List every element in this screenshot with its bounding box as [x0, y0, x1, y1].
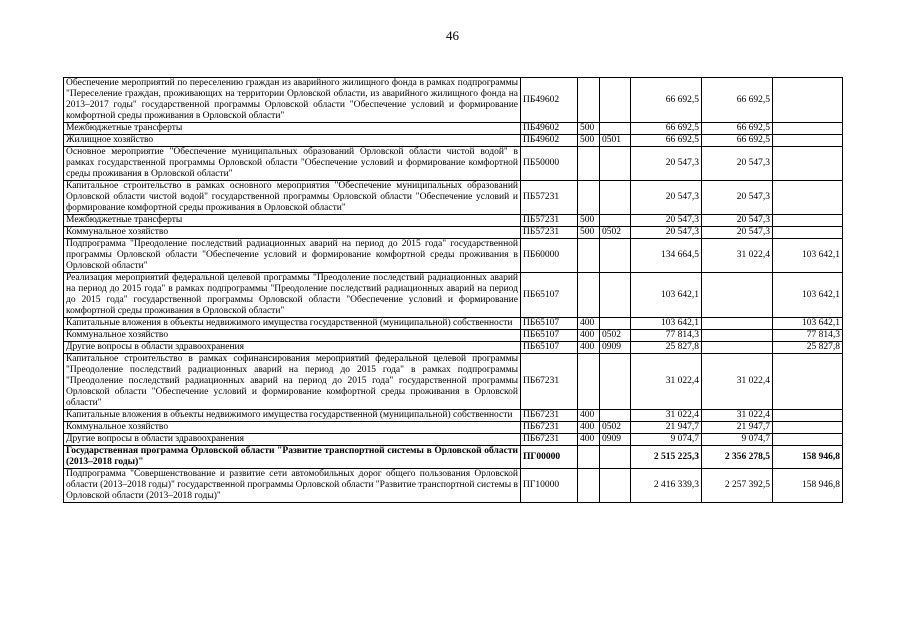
expense-type: 500	[578, 135, 600, 147]
section-code	[600, 410, 631, 422]
federal-amount: 103 642,1	[773, 318, 843, 330]
table-row	[64, 342, 843, 354]
federal-amount	[773, 78, 843, 123]
total-amount: 31 022,4	[631, 410, 702, 422]
target-code: ПБ49602	[521, 135, 578, 147]
table-row	[64, 78, 843, 123]
row-name: Подпрограмма "Преодоление последствий радиационных аварий на период до 2015 года" государственной программы Орловской области "Обеспечение условий и формирование комфортной среды проживания в Орловской области"	[64, 239, 521, 273]
expense-type	[578, 446, 600, 469]
target-code: ПБ57231	[521, 181, 578, 215]
regional-amount	[702, 342, 773, 354]
total-amount: 20 547,3	[631, 147, 702, 181]
target-code: ПБ65107	[521, 330, 578, 342]
target-code: ПБ65107	[521, 342, 578, 354]
regional-amount: 31 022,4	[702, 354, 773, 410]
table-row	[64, 181, 843, 215]
section-code	[600, 469, 631, 503]
section-code	[600, 123, 631, 135]
total-amount: 20 547,3	[631, 215, 702, 227]
table-row	[64, 318, 843, 330]
row-name: Капитальное строительство в рамках софинансирования мероприятий федеральной целевой программы "Преодоление последствий радиационных аварий на период до 2015 года" в рамках подпрограммы "Преодоление последствий радиационных аварий на период до 2015 года" государственной программы Орловской области "Обеспечение условий и формирование комфортной среды проживания в Орловской области"	[64, 354, 521, 410]
total-amount: 21 947,7	[631, 422, 702, 434]
expense-type	[578, 147, 600, 181]
regional-amount	[702, 273, 773, 318]
row-name: Реализация мероприятий федеральной целевой программы "Преодоление последствий радиационных аварий на период до 2015 года" в рамках подпрограммы "Преодоление последствий радиационных аварий на период до 2015 года" государственной программы Орловской области "Обеспечение условий и формирование комфортной среды проживания в Орловской области"	[64, 273, 521, 318]
section-code: 0502	[600, 330, 631, 342]
table-row	[64, 354, 843, 410]
federal-amount: 103 642,1	[773, 273, 843, 318]
regional-amount: 31 022,4	[702, 239, 773, 273]
target-code: ПБ65107	[521, 318, 578, 330]
section-code	[600, 446, 631, 469]
federal-amount	[773, 123, 843, 135]
target-code: ПБ49602	[521, 123, 578, 135]
table-row	[64, 422, 843, 434]
expense-type	[578, 273, 600, 318]
expense-type: 400	[578, 330, 600, 342]
table-row	[64, 469, 843, 503]
target-code: ПБ67231	[521, 422, 578, 434]
federal-amount	[773, 422, 843, 434]
table-row	[64, 273, 843, 318]
row-name: Обеспечение мероприятий по переселению граждан из аварийного жилищного фонда в рамках подпрограммы "Переселение граждан, проживающих на территории Орловской области, из аварийного жилищного фонда на 2013–2017 годы" государственной программы Орловской области "Обеспечение условий и формирование комфортной среды проживания в Орловской области"	[64, 78, 521, 123]
federal-amount	[773, 135, 843, 147]
row-name: Государственная программа Орловской области "Развитие транспортной системы в Орловской области (2013–2018 годы)"	[64, 446, 521, 469]
section-code: 0502	[600, 227, 631, 239]
federal-amount	[773, 215, 843, 227]
section-code	[600, 318, 631, 330]
target-code: ПБ57231	[521, 215, 578, 227]
table-row	[64, 434, 843, 446]
total-amount: 25 827,8	[631, 342, 702, 354]
row-name: Коммунальное хозяйство	[64, 330, 521, 342]
total-amount: 9 074,7	[631, 434, 702, 446]
expense-type	[578, 239, 600, 273]
section-code	[600, 354, 631, 410]
target-code: ПБ65107	[521, 273, 578, 318]
expense-type: 500	[578, 123, 600, 135]
row-name: Коммунальное хозяйство	[64, 227, 521, 239]
section-code: 0909	[600, 434, 631, 446]
row-name: Межбюджетные трансферты	[64, 123, 521, 135]
federal-amount: 77 814,3	[773, 330, 843, 342]
row-name: Межбюджетные трансферты	[64, 215, 521, 227]
total-amount: 20 547,3	[631, 227, 702, 239]
regional-amount: 20 547,3	[702, 215, 773, 227]
total-amount: 66 692,5	[631, 135, 702, 147]
row-name: Жилищное хозяйство	[64, 135, 521, 147]
section-code: 0502	[600, 422, 631, 434]
section-code: 0909	[600, 342, 631, 354]
regional-amount: 66 692,5	[702, 135, 773, 147]
expense-type	[578, 354, 600, 410]
table-row	[64, 135, 843, 147]
row-name: Капитальные вложения в объекты недвижимого имущества государственной (муниципальной) собственности	[64, 410, 521, 422]
federal-amount: 25 827,8	[773, 342, 843, 354]
section-code	[600, 239, 631, 273]
row-name: Другие вопросы в области здравоохранения	[64, 434, 521, 446]
regional-amount: 66 692,5	[702, 123, 773, 135]
regional-amount	[702, 318, 773, 330]
row-name: Основное мероприятие "Обеспечение муниципальных образований Орловской области чистой водой" в рамках государственной программы Орловской области "Обеспечение условий и формирование комфортной среды проживания в Орловской области"	[64, 147, 521, 181]
regional-amount: 2 257 392,5	[702, 469, 773, 503]
table-row	[64, 215, 843, 227]
federal-amount: 103 642,1	[773, 239, 843, 273]
expense-type: 400	[578, 410, 600, 422]
regional-amount: 20 547,3	[702, 147, 773, 181]
total-amount: 66 692,5	[631, 78, 702, 123]
expense-type: 400	[578, 318, 600, 330]
expense-type	[578, 469, 600, 503]
regional-amount: 2 356 278,5	[702, 446, 773, 469]
federal-amount: 158 946,8	[773, 446, 843, 469]
table-row	[64, 410, 843, 422]
section-code	[600, 273, 631, 318]
total-amount: 134 664,5	[631, 239, 702, 273]
section-code: 0501	[600, 135, 631, 147]
regional-amount: 20 547,3	[702, 181, 773, 215]
row-name: Капитальные вложения в объекты недвижимого имущества государственной (муниципальной) собственности	[64, 318, 521, 330]
total-amount: 20 547,3	[631, 181, 702, 215]
expense-type: 400	[578, 342, 600, 354]
table-row	[64, 446, 843, 469]
table-row	[64, 227, 843, 239]
row-name: Подпрограмма "Совершенствование и развитие сети автомобильных дорог общего пользования Орловской области (2013–2018 годы)" государственной программы Орловской области "Развитие транспортной системы в Орловской области (2013–2018 годы)"	[64, 469, 521, 503]
total-amount: 103 642,1	[631, 318, 702, 330]
expense-type	[578, 181, 600, 215]
regional-amount: 9 074,7	[702, 434, 773, 446]
total-amount: 103 642,1	[631, 273, 702, 318]
total-amount: 31 022,4	[631, 354, 702, 410]
target-code: ПГ00000	[521, 446, 578, 469]
total-amount: 77 814,3	[631, 330, 702, 342]
row-name: Капитальное строительство в рамках основного мероприятия "Обеспечение муниципальных образований Орловской области чистой водой" государственной программы Орловской области "Обеспечение условий и формирование комфортной среды проживания в Орловской области"	[64, 181, 521, 215]
section-code	[600, 181, 631, 215]
table-row	[64, 239, 843, 273]
expense-type: 500	[578, 227, 600, 239]
budget-table	[63, 77, 843, 503]
page-number: 46	[446, 28, 459, 43]
target-code: ПБ50000	[521, 147, 578, 181]
regional-amount: 20 547,3	[702, 227, 773, 239]
total-amount: 2 515 225,3	[631, 446, 702, 469]
section-code	[600, 78, 631, 123]
total-amount: 66 692,5	[631, 123, 702, 135]
federal-amount	[773, 354, 843, 410]
expense-type: 500	[578, 215, 600, 227]
table-row	[64, 330, 843, 342]
section-code	[600, 147, 631, 181]
expense-type	[578, 78, 600, 123]
federal-amount	[773, 410, 843, 422]
regional-amount: 66 692,5	[702, 78, 773, 123]
target-code: ПБ67231	[521, 354, 578, 410]
table-row	[64, 123, 843, 135]
regional-amount: 31 022,4	[702, 410, 773, 422]
federal-amount	[773, 434, 843, 446]
budget-table-body	[64, 78, 843, 503]
target-code: ПБ67231	[521, 410, 578, 422]
expense-type: 400	[578, 422, 600, 434]
row-name: Другие вопросы в области здравоохранения	[64, 342, 521, 354]
target-code: ПБ67231	[521, 434, 578, 446]
section-code	[600, 215, 631, 227]
total-amount: 2 416 339,3	[631, 469, 702, 503]
row-name: Коммунальное хозяйство	[64, 422, 521, 434]
target-code: ПБ60000	[521, 239, 578, 273]
federal-amount	[773, 181, 843, 215]
regional-amount	[702, 330, 773, 342]
target-code: ПГ10000	[521, 469, 578, 503]
federal-amount: 158 946,8	[773, 469, 843, 503]
expense-type: 400	[578, 434, 600, 446]
federal-amount	[773, 147, 843, 181]
table-row	[64, 147, 843, 181]
target-code: ПБ49602	[521, 78, 578, 123]
federal-amount	[773, 227, 843, 239]
target-code: ПБ57231	[521, 227, 578, 239]
regional-amount: 21 947,7	[702, 422, 773, 434]
